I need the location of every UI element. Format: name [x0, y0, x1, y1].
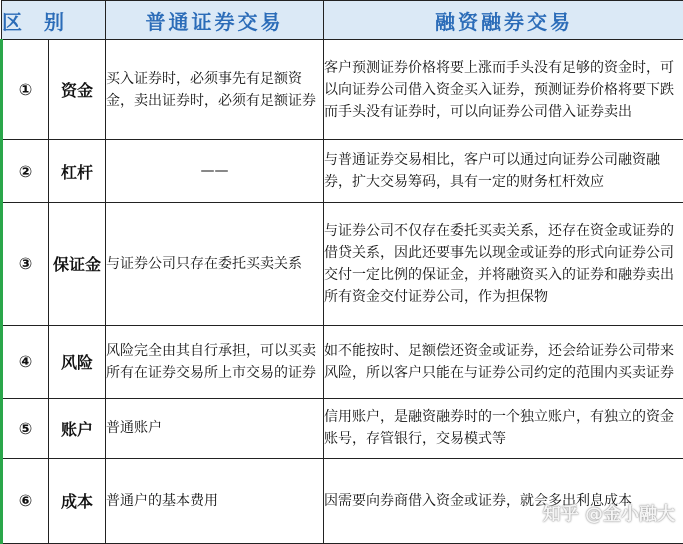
- row-name: 成本: [49, 458, 106, 543]
- ordinary-cell: ——: [106, 140, 324, 202]
- row-name: 保证金: [49, 202, 106, 325]
- row-index: ③: [2, 202, 49, 325]
- margin-cell: 与证券公司不仅存在委托买卖关系，还存在资金或证券的借贷关系，因此还要事先以现金或证券的形式向证券公司交付一定比例的保证金，并将融资买入的证券和融券卖出所有资金交付证券公司，作为担保物: [324, 202, 683, 325]
- row-index: ④: [2, 325, 49, 398]
- header-difference-char-1: 区: [2, 9, 22, 34]
- header-margin-trading: 融资融券交易: [324, 1, 683, 40]
- margin-cell: 与普通证券交易相比，客户可以通过向证券公司融资融券，扩大交易筹码，具有一定的财务杠杆效应: [324, 140, 683, 202]
- margin-cell: 如不能按时、足额偿还资金或证券，还会给证券公司带来风险，所以客户只能在与证券公司约定的范围内买卖证券: [324, 325, 683, 398]
- row-index: ⑤: [2, 398, 49, 458]
- row-name: 杠杆: [49, 140, 106, 202]
- ordinary-cell: 普通户的基本费用: [106, 458, 324, 543]
- ordinary-cell: 买入证券时，必须事先有足额资金，卖出证券时，必须有足额证券: [106, 40, 324, 140]
- row-name: 账户: [49, 398, 106, 458]
- ordinary-cell: 与证券公司只存在委托买卖关系: [106, 202, 324, 325]
- header-difference-char-2: 别: [44, 9, 64, 34]
- table-row: [2, 325, 683, 398]
- table-row: [2, 202, 683, 325]
- row-name: 资金: [49, 40, 106, 140]
- row-name: 风险: [49, 325, 106, 398]
- table-row: [2, 398, 683, 458]
- header-difference: [2, 1, 106, 40]
- table-row: [2, 40, 683, 140]
- table-row: [2, 140, 683, 202]
- ordinary-cell: 风险完全由其自行承担，可以买卖所有在证券交易所上市交易的证券: [106, 325, 324, 398]
- row-index: ⑥: [2, 458, 49, 543]
- table-row: [2, 458, 683, 543]
- margin-cell: 信用账户，是融资融券时的一个独立账户，有独立的资金账号，存管银行，交易模式等: [324, 398, 683, 458]
- row-index: ②: [2, 140, 49, 202]
- ordinary-cell: 普通账户: [106, 398, 324, 458]
- watermark: 知乎 @金小融大: [542, 504, 675, 525]
- margin-cell: 因需要向券商借入资金或证券，就会多出利息成本: [324, 458, 683, 543]
- header-ordinary-trading: 普通证券交易: [106, 1, 324, 40]
- margin-cell: 客户预测证券价格将要上涨而手头没有足够的资金时，可以向证券公司借入资金买入证券，预测证券价格将要下跌而手头没有证券时，可以向证券公司借入证券卖出: [324, 40, 683, 140]
- row-index: ①: [2, 40, 49, 140]
- header-row: [2, 1, 683, 40]
